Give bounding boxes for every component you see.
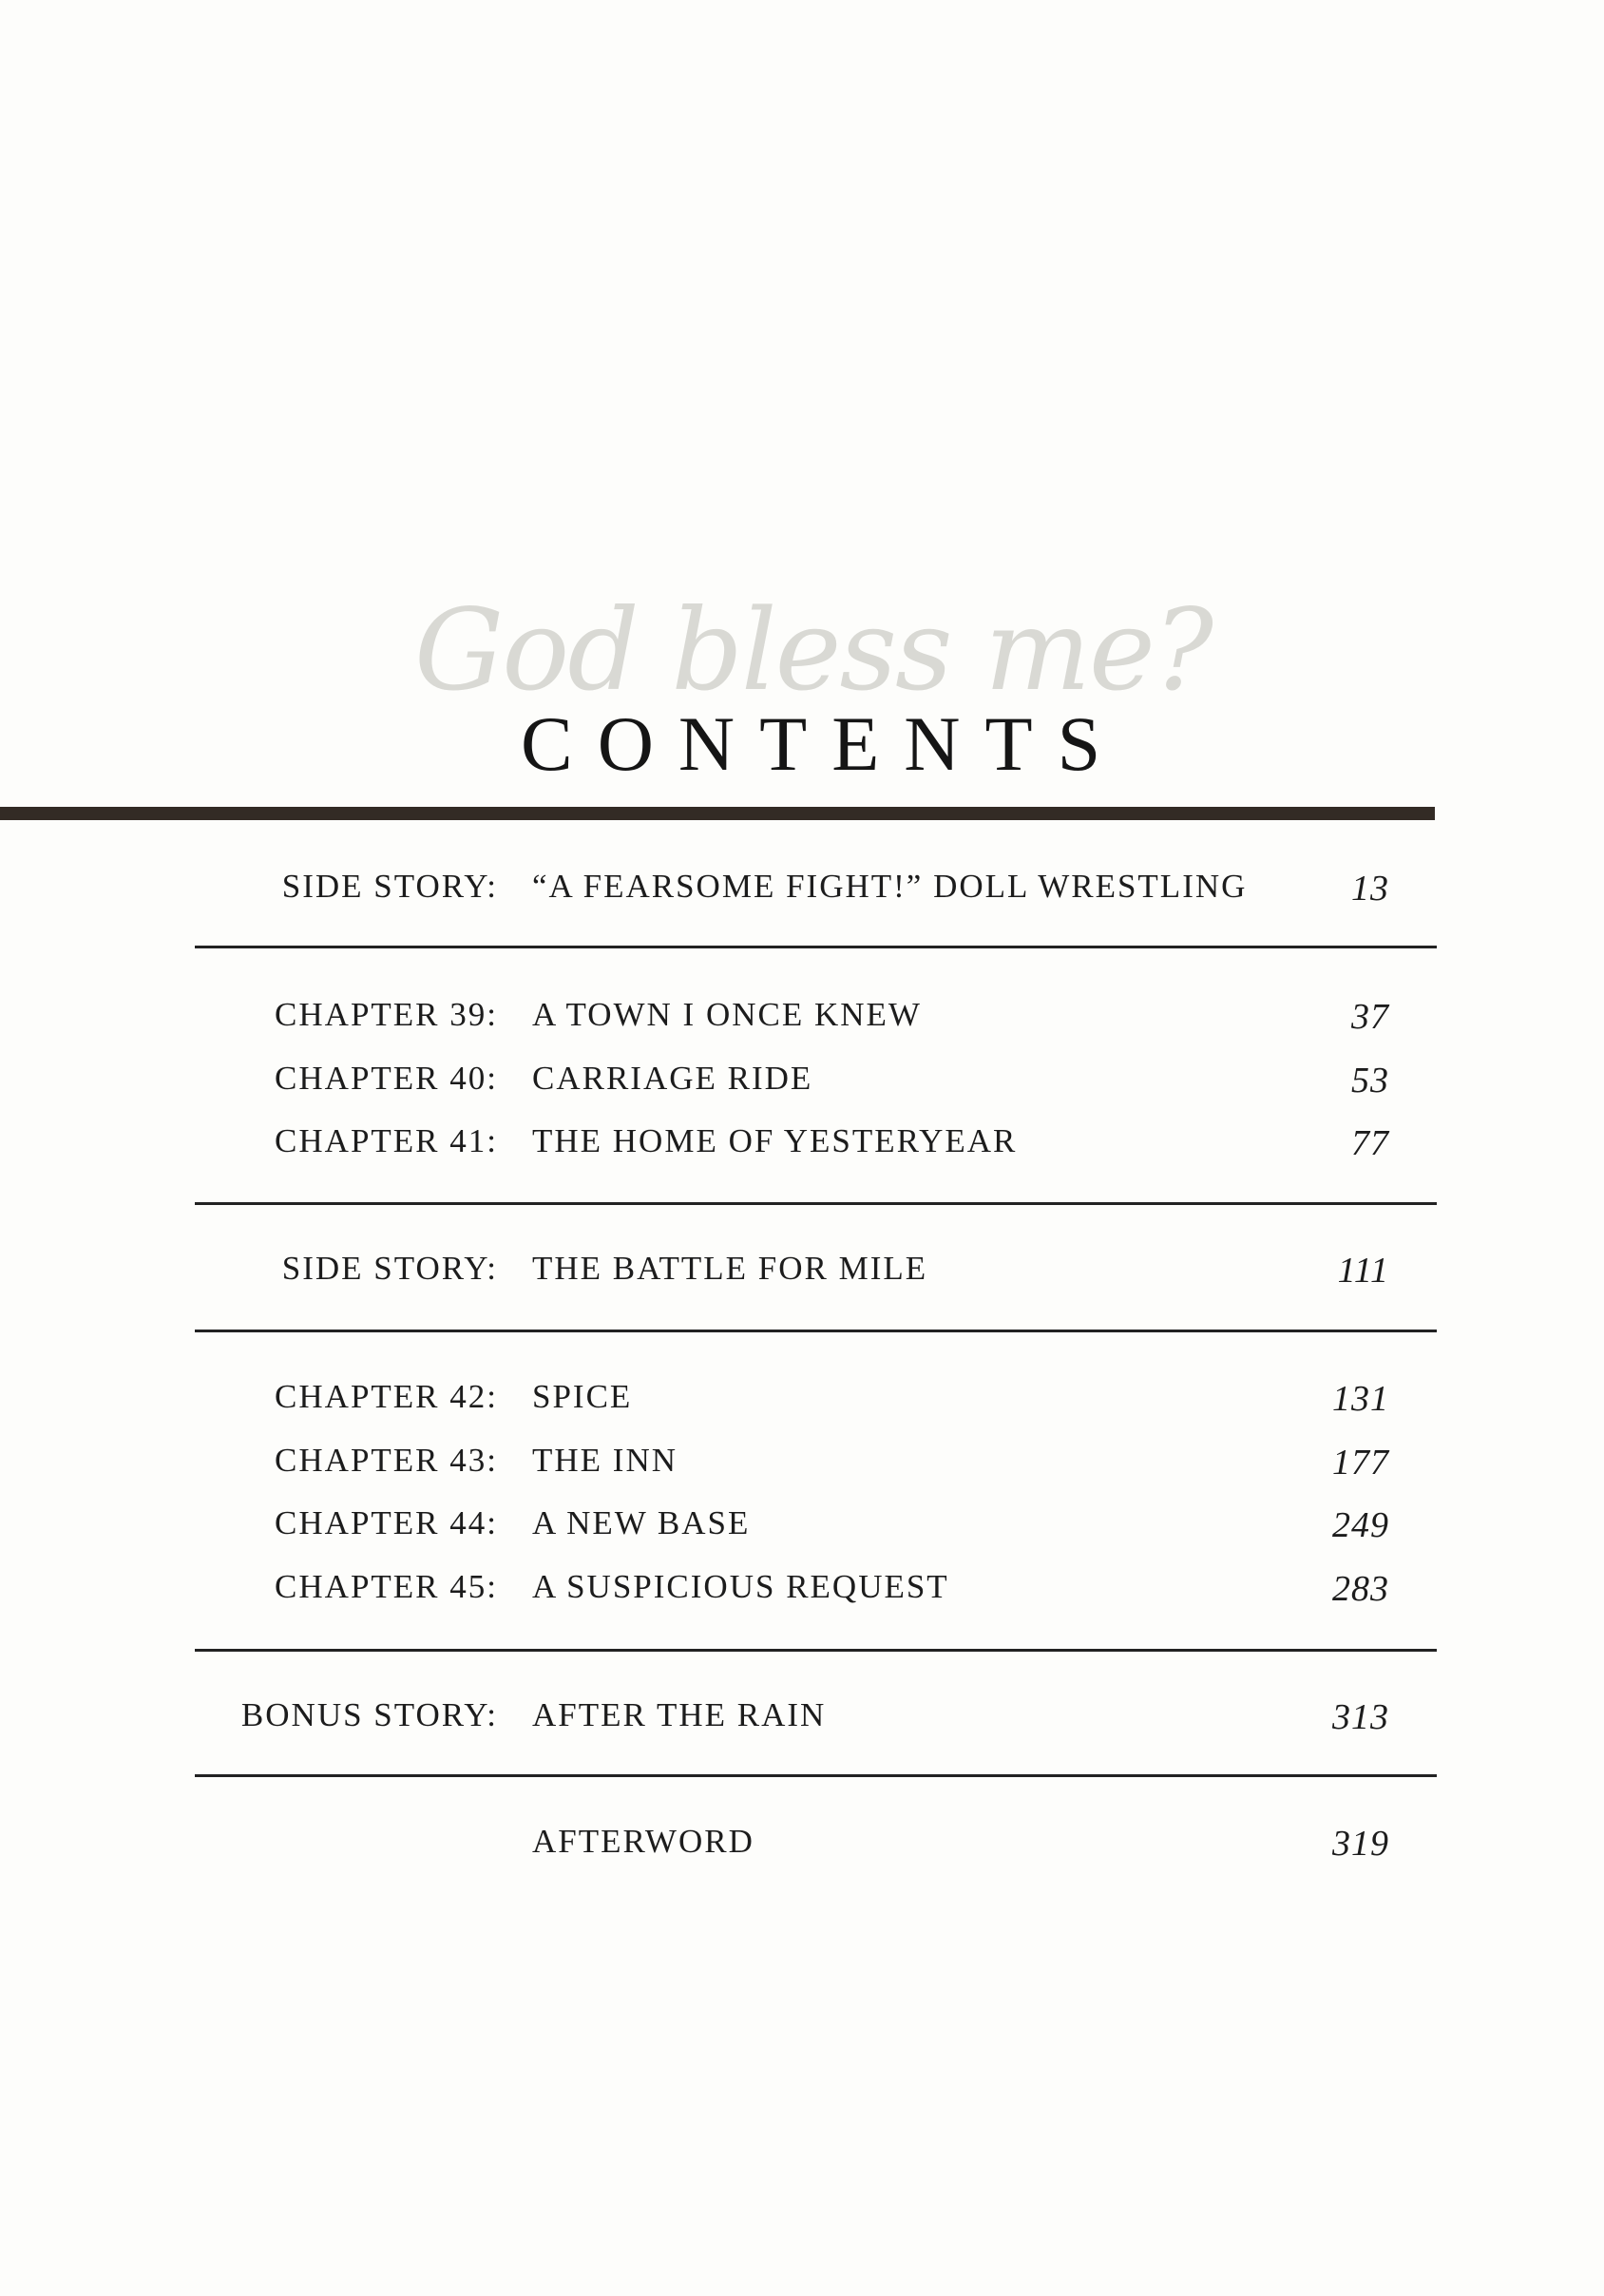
toc-entry[interactable] [0, 1250, 1604, 1297]
toc-entry-label: CHAPTER 41: [275, 1122, 498, 1159]
toc-entry-page: 77 [1351, 1123, 1389, 1163]
section-divider [195, 1649, 1437, 1652]
toc-entry-page: 37 [1351, 997, 1389, 1037]
toc-entry-title: A SUSPICIOUS REQUEST [532, 1568, 949, 1605]
toc-entry-label: CHAPTER 39: [275, 996, 498, 1033]
toc-entry-label: SIDE STORY: [281, 1250, 498, 1287]
toc-entry-page: 111 [1337, 1251, 1389, 1291]
toc-entry[interactable] [0, 996, 1604, 1043]
section-divider [195, 1202, 1437, 1205]
toc-entry-page: 283 [1332, 1569, 1389, 1609]
toc-entry-label: BONUS STORY: [240, 1696, 498, 1733]
toc-entry-title: SPICE [532, 1378, 633, 1415]
toc-entry-title: A NEW BASE [532, 1504, 751, 1541]
toc-entry-page: 313 [1332, 1697, 1389, 1737]
toc-entry[interactable] [0, 1122, 1604, 1170]
toc-entry-title: A TOWN I ONCE KNEW [532, 996, 922, 1033]
toc-entry-title: AFTERWORD [532, 1823, 754, 1860]
toc-entry-title: AFTER THE RAIN [532, 1696, 827, 1733]
toc-entry-label: CHAPTER 45: [275, 1568, 498, 1605]
toc-entry-page: 249 [1332, 1505, 1389, 1545]
page-title: CONTENTS [521, 700, 1126, 787]
section-divider [195, 1774, 1437, 1777]
toc-entry-title: “A FEARSOME FIGHT!” DOLL WRESTLING [532, 868, 1248, 905]
toc-entry-title: THE HOME OF YESTERYEAR [532, 1122, 1018, 1159]
toc-entry-label: CHAPTER 42: [275, 1378, 498, 1415]
toc-entry-title: CARRIAGE RIDE [532, 1060, 813, 1097]
toc-entry-page: 319 [1332, 1824, 1389, 1864]
toc-entry[interactable] [0, 868, 1604, 915]
section-divider [195, 1330, 1437, 1332]
series-logo-watermark: God bless me? [414, 584, 1213, 716]
toc-entry-label: CHAPTER 44: [275, 1504, 498, 1541]
toc-entry-title: THE BATTLE FOR MILE [532, 1250, 928, 1287]
toc-entry-page: 13 [1351, 869, 1389, 909]
toc-entry-page: 53 [1351, 1061, 1389, 1100]
heading-rule [0, 807, 1435, 820]
toc-entry[interactable] [0, 1696, 1604, 1744]
toc-entry[interactable] [0, 1823, 1604, 1870]
toc-entry[interactable] [0, 1442, 1604, 1489]
toc-entry-title: THE INN [532, 1442, 678, 1479]
toc-entry[interactable] [0, 1568, 1604, 1616]
toc-entry-page: 131 [1332, 1379, 1389, 1419]
toc-entry[interactable] [0, 1504, 1604, 1552]
toc-entry-page: 177 [1332, 1443, 1389, 1483]
toc-entry-label: SIDE STORY: [281, 868, 498, 905]
toc-entry-label: CHAPTER 40: [275, 1060, 498, 1097]
toc-entry[interactable] [0, 1060, 1604, 1107]
toc-entry-label: CHAPTER 43: [275, 1442, 498, 1479]
toc-entry[interactable] [0, 1378, 1604, 1425]
section-divider [195, 946, 1437, 948]
